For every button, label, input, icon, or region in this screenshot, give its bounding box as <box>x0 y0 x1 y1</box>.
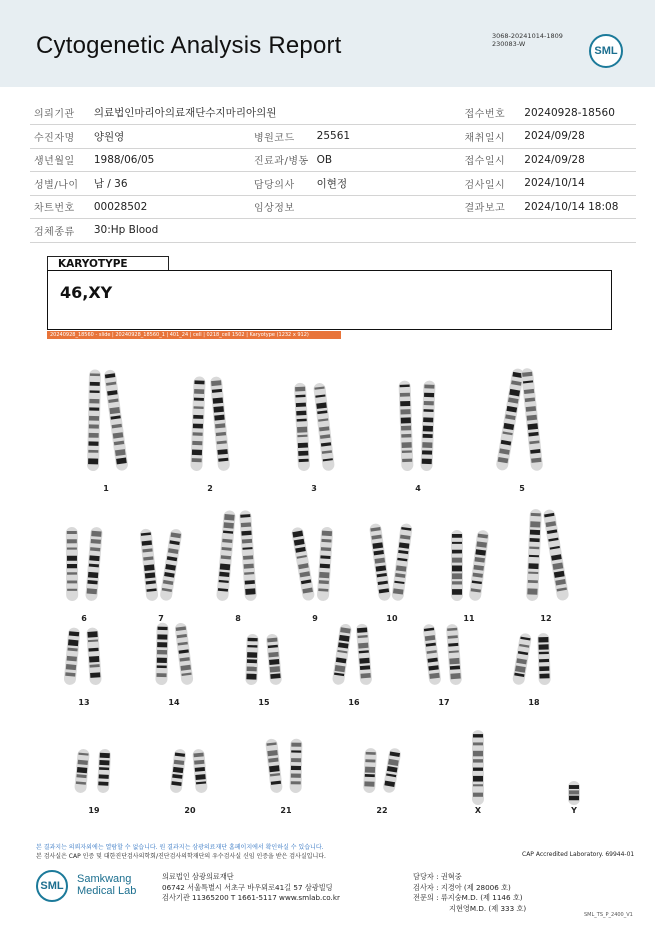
chromosome-pair-3 <box>294 382 335 471</box>
document-code-line1: 3068-20241014-1809 <box>492 32 563 40</box>
chromosome-label-y: Y <box>571 806 577 815</box>
inst-line2: 06742 서울특별시 서초구 바우뫼로41길 57 삼광빌딩 <box>162 882 333 892</box>
receipt-no-label: 접수번호 <box>461 101 521 125</box>
sml-logo-badge <box>589 34 623 68</box>
chromosome-pair-15 <box>245 634 282 686</box>
chromosome-pair-1 <box>87 369 129 471</box>
staff-line1: 담당자 : 권혁중 <box>413 872 462 881</box>
chromosome-pair-16 <box>332 623 373 685</box>
chromosome-pair-10 <box>369 523 413 602</box>
physician-label: 담당의사 <box>250 172 313 196</box>
chromosome-label-4: 4 <box>415 484 421 493</box>
patient-name-label: 수진자명 <box>30 125 90 149</box>
ward-code-value: 25561 <box>313 125 461 149</box>
chromosome-pair-17 <box>422 624 462 686</box>
chromosome-pair-5 <box>495 368 543 472</box>
chromosome-label-20: 20 <box>184 806 196 815</box>
institution-label: 의뢰기관 <box>30 101 90 125</box>
staff-signatures <box>413 872 526 914</box>
report-title: Cytogenetic Analysis Report <box>36 32 342 59</box>
specimen-label: 검체종류 <box>30 219 90 243</box>
info-row <box>30 219 636 243</box>
chromosome-label-3: 3 <box>311 484 317 493</box>
staff-line4: 지현영M.D. (제 333 호) <box>449 903 527 913</box>
image-caption: 20240928_18560 - slide | 20240928_18560_1 | 401_24 | cell | 0218_cell 1502 | Karyotype (1232 x 912) <box>50 332 309 338</box>
logo-line2: Medical Lab <box>77 885 137 897</box>
karyotype-section-tab <box>47 256 169 270</box>
specimen-value: 30:Hp Blood <box>90 219 636 243</box>
chromosome-pair-22 <box>363 747 402 793</box>
sex-age-label: 성별/나이 <box>30 172 90 196</box>
dept-value: OB <box>313 148 461 172</box>
chromosome-label-2: 2 <box>207 484 213 493</box>
physician-value: 이현정 <box>313 172 461 196</box>
chromosome-label-x: X <box>474 806 482 815</box>
chromosome-label-10: 10 <box>386 614 398 623</box>
info-row <box>30 125 636 149</box>
chromosome-label-9: 9 <box>312 614 318 623</box>
chromosome-label-1: 1 <box>103 484 109 493</box>
karyogram-image <box>48 345 608 815</box>
chromosome-pair-4 <box>398 380 435 471</box>
chromosome-pair-18 <box>512 633 551 686</box>
chromosome-pair-x <box>472 730 484 805</box>
tested-value: 2024/10/14 <box>520 172 636 196</box>
chromosome-label-22: 22 <box>376 806 388 815</box>
confidentiality-note: 본 결과지는 의뢰자외에는 열람할 수 없습니다. 원 결과지는 삼광의료재단 홈페이지에서 확인하실 수 있습니다. <box>36 844 324 851</box>
chromosome-pair-2 <box>190 376 230 471</box>
cap-accreditation: CAP Accredited Laboratory. 69944-01 <box>522 851 635 858</box>
chromosome-label-17: 17 <box>438 698 450 707</box>
staff-line2: 검사자 : 지경아 (제 28006 호) <box>413 882 511 892</box>
chromosome-label-19: 19 <box>88 806 100 815</box>
chromosome-pair-y <box>568 781 580 805</box>
dob-label: 생년월일 <box>30 148 90 172</box>
chromosome-pair-7 <box>139 528 182 601</box>
karyotype-section-label: KARYOTYPE <box>58 258 128 270</box>
collected-value: 2024/09/28 <box>520 125 636 149</box>
samkwang-logo-icon <box>36 870 68 902</box>
chromosome-pair-14 <box>155 622 193 685</box>
tested-label: 검사일시 <box>461 172 521 196</box>
sex-age-value: 남 / 36 <box>90 172 250 196</box>
chromosome-label-13: 13 <box>78 698 90 707</box>
chromosome-label-11: 11 <box>463 614 475 623</box>
info-row <box>30 101 636 125</box>
chromosome-pair-8 <box>216 510 257 601</box>
institution-value: 의료법인마리아의료재단수지마리아의원 <box>90 101 461 125</box>
reported-label: 결과보고 <box>461 195 521 219</box>
sml-logo-text: SML <box>594 45 618 57</box>
chromosome-label-21: 21 <box>280 806 292 815</box>
staff-line3: 전문의 : 류지숭M.D. (제 1146 호) <box>413 893 523 902</box>
document-code <box>492 32 563 48</box>
form-code: SML_TS_P_2400_V1 <box>584 912 633 918</box>
collected-label: 채취일시 <box>461 125 521 149</box>
accreditation-note: 본 검사실은 CAP 인증 및 대한진단검사의학회/진단검사의학재단의 우수검사실 신임 인증을 받은 검사실입니다. <box>36 853 326 860</box>
chromosome-label-16: 16 <box>348 698 360 707</box>
dept-label: 진료과/병동 <box>250 148 313 172</box>
logo-line1: Samkwang <box>77 873 132 885</box>
inst-line3: 검사기관 11365200 T 1661-5117 www.smlab.co.kr <box>162 893 340 902</box>
clinical-info-label: 임상정보 <box>250 195 313 219</box>
institution-address <box>162 872 340 904</box>
chromosome-pair-20 <box>169 748 207 793</box>
chromosome-pair-11 <box>451 529 490 601</box>
document-code-line2: 230083-W <box>492 40 526 48</box>
chromosome-pair-6 <box>66 527 103 602</box>
karyotype-result-box <box>47 270 612 330</box>
karyotype-result: 46,XY <box>60 283 113 302</box>
info-row <box>30 195 636 219</box>
chromosome-label-14: 14 <box>168 698 180 707</box>
chromosome-label-7: 7 <box>158 614 164 623</box>
chromosome-label-15: 15 <box>258 698 270 707</box>
chromosome-pair-9 <box>291 526 334 601</box>
ward-code-label: 병원코드 <box>250 125 313 149</box>
info-row <box>30 172 636 196</box>
logo-badge-text: SML <box>40 880 64 892</box>
receipt-no-value: 20240928-18560 <box>520 101 636 125</box>
clinical-info-value <box>313 195 461 219</box>
chromosome-label-5: 5 <box>519 484 525 493</box>
chart-no-value: 00028502 <box>90 195 250 219</box>
patient-name-value: 양원영 <box>90 125 250 149</box>
received-value: 2024/09/28 <box>520 148 636 172</box>
patient-info-table <box>30 101 636 243</box>
image-caption-bar <box>47 331 341 339</box>
reported-value: 2024/10/14 18:08 <box>520 195 636 219</box>
chromosome-pair-19 <box>74 749 111 794</box>
chromosome-pair-21 <box>265 738 302 793</box>
info-row <box>30 148 636 172</box>
chromosome-pair-13 <box>63 627 101 685</box>
received-label: 접수일시 <box>461 148 521 172</box>
chromosome-pair-12 <box>526 509 569 602</box>
chromosome-label-6: 6 <box>81 614 87 623</box>
chart-no-label: 차트번호 <box>30 195 90 219</box>
samkwang-logo-text <box>77 873 136 897</box>
chromosome-label-8: 8 <box>235 614 241 623</box>
dob-value: 1988/06/05 <box>90 148 250 172</box>
chromosome-label-18: 18 <box>528 698 540 707</box>
inst-line1: 의료법인 삼광의료재단 <box>162 872 234 881</box>
chromosome-label-12: 12 <box>540 614 552 623</box>
